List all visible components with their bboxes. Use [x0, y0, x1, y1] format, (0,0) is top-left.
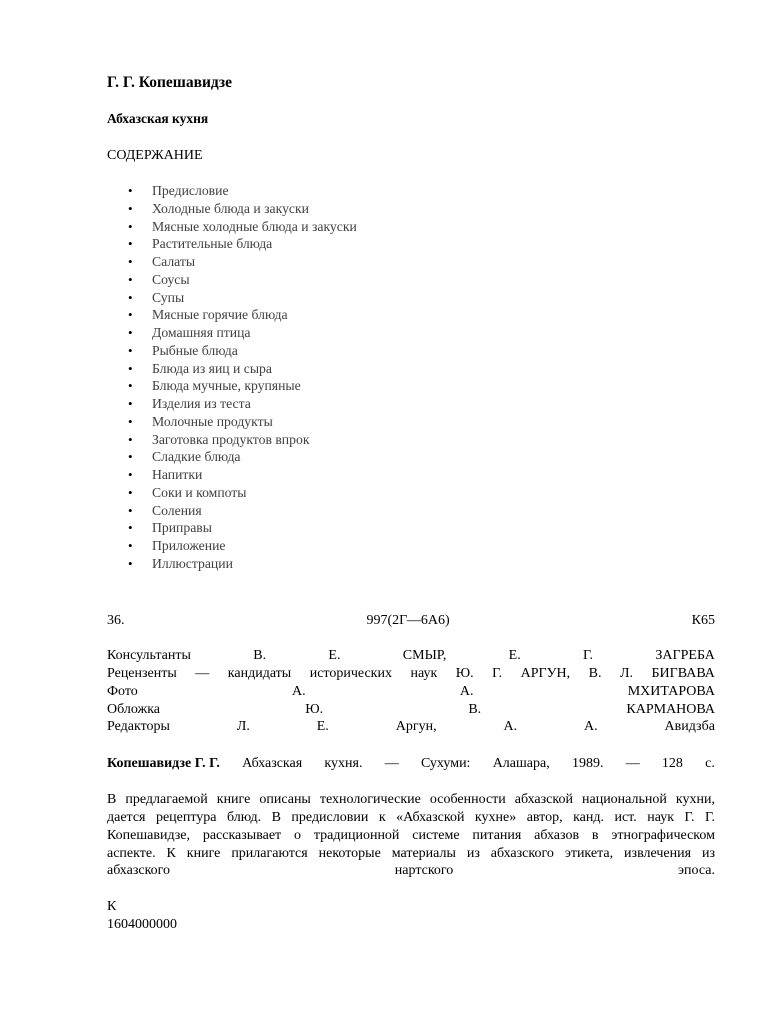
bbk-code: 997(2Г—6А6) [366, 613, 450, 628]
toc-item-label[interactable]: Напитки [152, 467, 203, 482]
credit-word: Консультанты [107, 648, 191, 663]
annotation-line: В предлагаемой книге описаны технологические особенности абхазской национальной кухни, [107, 792, 715, 807]
credit-word: — [195, 666, 210, 681]
credit-word: КАРМАНОВА [626, 702, 715, 717]
credit-word: кандидаты [227, 666, 292, 681]
credit-word: МХИТАРОВА [627, 684, 715, 699]
credit-word: А. [584, 719, 598, 734]
toc-item-label[interactable]: Предисловие [152, 183, 229, 198]
bullet-icon: • [128, 520, 133, 536]
toc-item-label[interactable]: Приправы [152, 520, 212, 536]
bibliographic-citation [107, 756, 715, 772]
udc-code: 36. [107, 613, 125, 628]
credit-word: Г. [583, 648, 594, 663]
annotation-line: абхазского нартского эпоса. [107, 863, 715, 878]
author-mark: К65 [691, 613, 715, 628]
credit-word: исторических [309, 666, 392, 681]
credit-word: В. [253, 648, 267, 663]
bullet-icon: • [128, 360, 133, 376]
citation-word: — [384, 756, 399, 771]
credit-word: В. [468, 702, 482, 717]
toc-item-label[interactable]: Заготовка продуктов впрок [152, 431, 310, 447]
toc-item-label[interactable]: Сладкие блюда [152, 449, 241, 465]
credit-word: Л. [620, 666, 634, 681]
toc-item-label[interactable]: Мясные горячие блюда [152, 307, 288, 323]
credit-word: АРГУН, [520, 666, 571, 681]
isbn-letter: К [107, 899, 117, 914]
credit-word: наук [410, 666, 438, 681]
bullet-icon: • [128, 484, 133, 500]
citation-word: 128 [661, 756, 683, 771]
bullet-icon: • [128, 342, 133, 358]
bullet-icon: • [128, 236, 133, 252]
citation-word: с. [705, 756, 715, 771]
credit-word: Редакторы [107, 719, 170, 734]
bullet-icon: • [128, 183, 133, 198]
credit-word: Ю. [455, 666, 474, 681]
credit-word: Аргун, [395, 719, 437, 734]
toc-item-label[interactable]: Холодные блюда и закуски [152, 200, 309, 216]
credits-photo [107, 684, 715, 700]
citation-author: Копешавидзе Г. Г. [107, 756, 220, 771]
toc-item-label[interactable]: Соусы [152, 271, 190, 287]
citation-word: Алашара, [492, 756, 550, 771]
toc-item-label[interactable]: Соления [152, 502, 202, 518]
credit-word: ЗАГРЕБА [655, 648, 715, 663]
credits-editors [107, 719, 715, 735]
bullet-icon: • [128, 502, 133, 518]
bullet-icon: • [128, 218, 133, 234]
credit-word: А. [503, 719, 518, 734]
bullet-icon: • [128, 467, 133, 482]
toc-item-label[interactable]: Молочные продукты [152, 413, 273, 429]
credit-word: В. [588, 666, 602, 681]
citation-word: Абхазская [242, 756, 303, 771]
credit-word: Авидзба [664, 719, 715, 734]
bullet-icon: • [128, 289, 133, 305]
credit-word: БИГВАВА [651, 666, 715, 681]
bullet-icon: • [128, 378, 133, 394]
annotation-line: Копешавидзе, рассказывает о традиционной системе питания абхазов в этнографическом [107, 828, 715, 843]
citation-word: кухня. [324, 756, 363, 771]
toc-item-label[interactable]: Супы [152, 289, 185, 305]
toc-item-label[interactable]: Соки и компоты [152, 484, 247, 500]
credit-word: СМЫР, [402, 648, 447, 663]
credit-word: Обложка [107, 702, 160, 717]
toc-item-label[interactable]: Приложение [152, 538, 226, 553]
credit-word: Фото [107, 684, 138, 699]
bullet-icon: • [128, 538, 133, 553]
citation-word: 1989. [571, 756, 604, 771]
credit-word: Ю. [305, 702, 324, 717]
credit-word: А. [292, 684, 306, 699]
bullet-icon: • [128, 254, 133, 269]
bullet-icon: • [128, 555, 133, 571]
bullet-icon: • [128, 271, 133, 287]
credits-cover [107, 702, 715, 718]
credit-word: Е. [316, 719, 329, 734]
bullet-icon: • [128, 413, 133, 429]
citation-word: — [625, 756, 640, 771]
classification-codes [107, 613, 715, 629]
annotation-line: аспекте. К книге прилагаются некоторые материалы из абхазского этикета, извлечения из [107, 846, 715, 861]
bullet-icon: • [128, 431, 133, 447]
toc-item-label[interactable]: Блюда мучные, крупяные [152, 378, 301, 394]
credits-reviewers [107, 666, 715, 682]
toc-item-label[interactable]: Изделия из теста [152, 396, 251, 411]
toc-item-label[interactable]: Мясные холодные блюда и закуски [152, 218, 357, 234]
contents-heading: СОДЕРЖАНИЕ [107, 148, 203, 163]
toc-item-label[interactable]: Иллюстрации [152, 555, 233, 571]
annotation-line: дается рецептура блюд. В предисловии к «Абхазской кухне» автор, канд. ист. наук Г. Г. [107, 810, 715, 825]
credit-word: Г. [492, 666, 503, 681]
toc-item-label[interactable]: Блюда из яиц и сыра [152, 360, 272, 376]
bullet-icon: • [128, 396, 133, 411]
credits-consultants [107, 648, 715, 664]
credit-word: А. [459, 684, 474, 699]
toc-item-label[interactable]: Домашняя птица [152, 325, 251, 340]
toc-item-label[interactable]: Салаты [152, 254, 196, 269]
author-name: Г. Г. Копешавидзе [107, 74, 233, 91]
credit-word: Л. [236, 719, 250, 734]
citation-word: Сухуми: [420, 756, 471, 771]
credit-word: Рецензенты [107, 666, 177, 681]
credit-word: Е. [508, 648, 521, 663]
book-title: Абхазская кухня [107, 111, 209, 126]
toc-item-label[interactable]: Рыбные блюда [152, 342, 238, 358]
bullet-icon: • [128, 200, 133, 216]
bullet-icon: • [128, 307, 133, 323]
bullet-icon: • [128, 449, 133, 465]
isbn-number: 1604000000 [107, 917, 177, 932]
bullet-icon: • [128, 325, 133, 340]
credit-word: Е. [328, 648, 341, 663]
toc-item-label[interactable]: Растительные блюда [152, 236, 273, 252]
